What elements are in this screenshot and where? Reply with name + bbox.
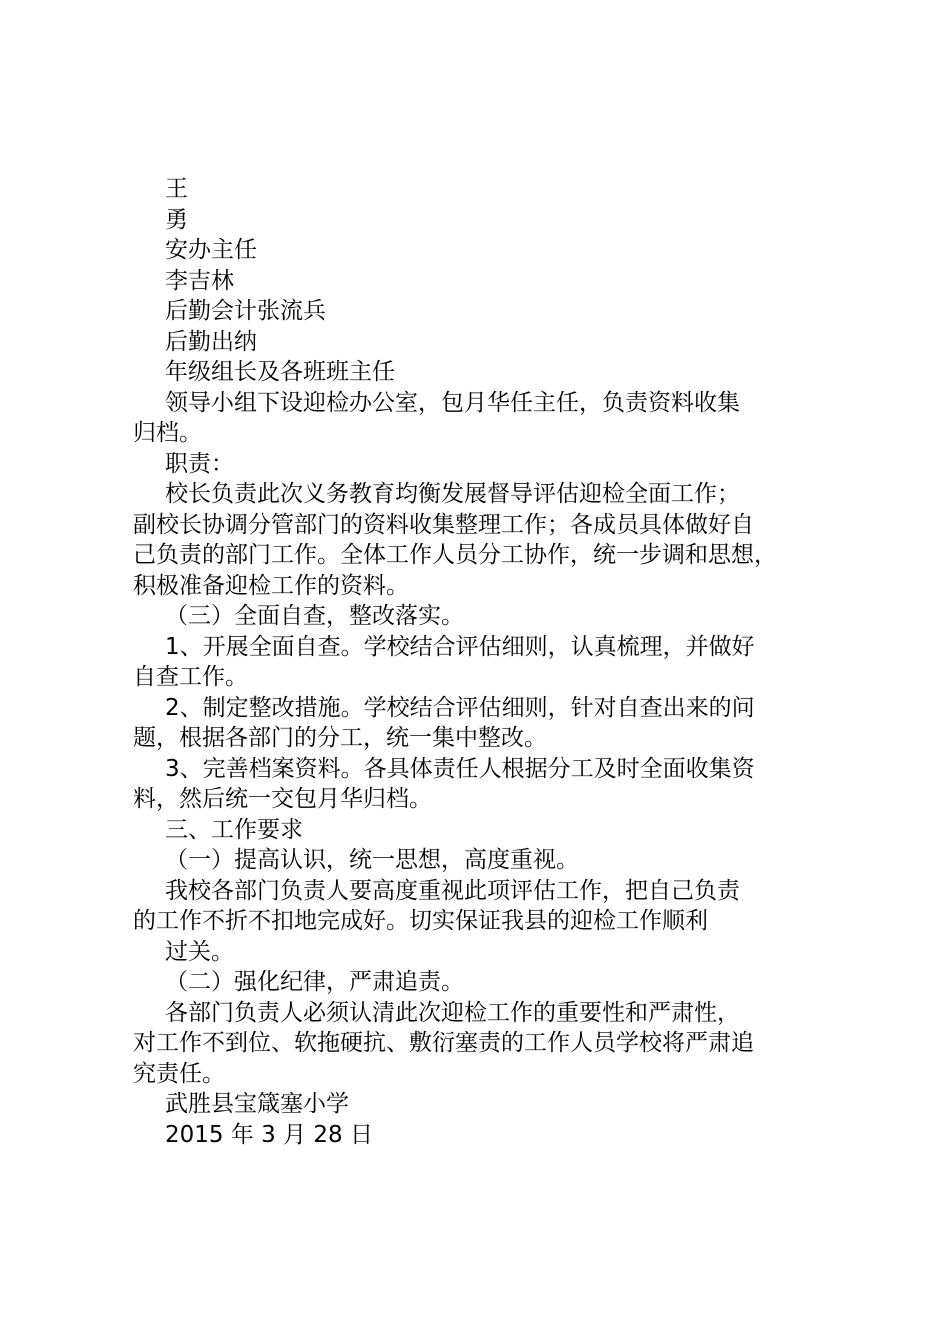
text-line: 积极准备迎检工作的资料。 <box>133 572 409 599</box>
text-line: 领导小组下设迎检办公室，包月华任主任，负责资料收集 <box>165 389 740 416</box>
text-line: 对工作不到位、软拖硬抗、敷衍塞责的工作人员学校将严肃追 <box>133 1030 754 1056</box>
text-line: 职责： <box>165 450 234 477</box>
text-line: 李吉林 <box>165 267 234 294</box>
text-line: 王 <box>165 176 188 202</box>
text-line: 我校各部门负责人要高度重视此项评估工作，把自己负责 <box>165 877 740 904</box>
text-line: （一）提高认识，统一思想，高度重视。 <box>165 847 579 873</box>
text-line: 过关。 <box>165 938 234 965</box>
text-line: 己负责的部门工作。全体工作人员分工协作，统一步调和思想， <box>133 542 777 568</box>
text-line: 勇 <box>165 206 188 233</box>
text-line: （二）强化纪律，严肃追责。 <box>165 969 464 995</box>
document-body <box>133 174 853 1150</box>
text-line: 三、工作要求 <box>165 816 303 843</box>
text-line: （三）全面自查，整改落实。 <box>165 603 464 629</box>
text-line: 料，然后统一交包月华归档。 <box>133 786 432 812</box>
text-line: 3、完善档案资料。各具体责任人根据分工及时全面收集资 <box>165 755 755 782</box>
text-line: 1、开展全面自查。学校结合评估细则，认真梳理，并做好 <box>165 633 755 660</box>
text-line: 年级组长及各班班主任 <box>165 359 395 385</box>
text-line: 副校长协调分管部门的资料收集整理工作；各成员具体做好自 <box>133 511 754 538</box>
text-line: 自查工作。 <box>133 664 248 690</box>
text-line: 究责任。 <box>133 1060 225 1087</box>
text-line: 的工作不折不扣地完成好。切实保证我县的迎检工作顺利 <box>133 908 708 934</box>
text-line: 后勤出纳 <box>165 328 257 355</box>
text-line: 安办主任 <box>165 237 257 263</box>
text-line: 校长负责此次义务教育均衡发展督导评估迎检全面工作； <box>165 481 740 507</box>
text-line: 2、制定整改措施。学校结合评估细则，针对自查出来的问 <box>165 694 755 721</box>
text-line: 武胜县宝箴塞小学 <box>165 1091 349 1117</box>
text-line: 后勤会计张流兵 <box>165 298 326 324</box>
text-line: 题，根据各部门的分工，统一集中整改。 <box>133 725 547 751</box>
text-line: 各部门负责人必须认清此次迎检工作的重要性和严肃性， <box>165 999 740 1026</box>
text-line: 2015 年 3 月 28 日 <box>165 1121 373 1148</box>
text-line: 归档。 <box>133 420 202 446</box>
